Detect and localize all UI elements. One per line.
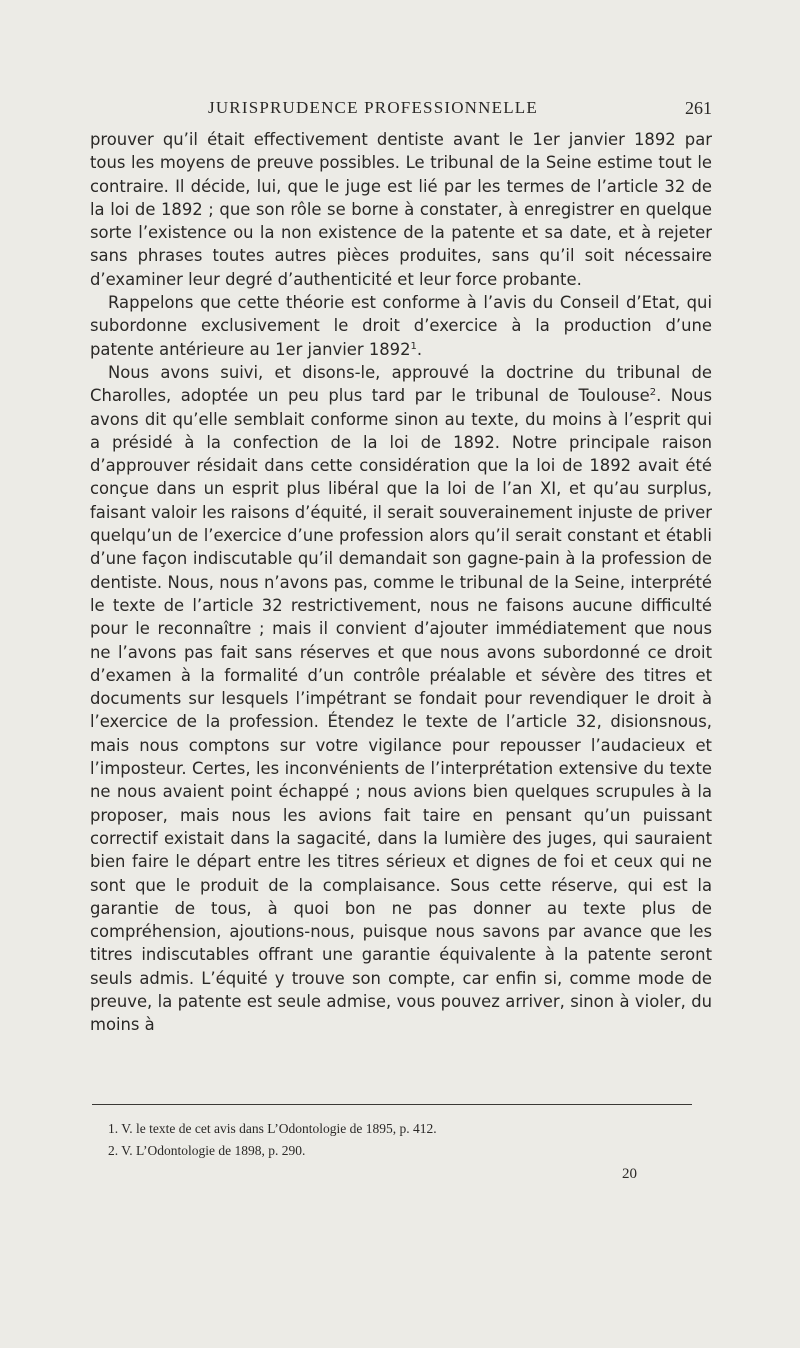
footnote-ref-1: 1: [410, 340, 417, 352]
body-text: [90, 128, 712, 1037]
signature-mark: 20: [622, 1166, 637, 1182]
footnote-text: V. le texte de cet avis dans L’Odontologie de 1895, p. 412.: [121, 1121, 437, 1136]
footnote-ref-2: 2: [649, 387, 657, 399]
footnote-rule: [92, 1104, 692, 1105]
paragraph-3-part-a: Nous avons suivi, et disons-le, approuvé la doctrine du tribunal de Charolles, adoptée un peu plus tard par le tribunal de Toulouse: [90, 362, 712, 406]
paragraph-2: [90, 291, 712, 361]
footnote-1: [108, 1118, 668, 1140]
page-number: 261: [685, 98, 712, 118]
paragraph-2-end: .: [416, 339, 423, 359]
footnote-text: V. L’Odontologie de 1898, p. 290.: [121, 1143, 306, 1158]
running-title: JURISPRUDENCE PROFESSIONNELLE: [208, 98, 538, 117]
paragraph-3: [90, 361, 712, 1037]
footnote-2: [108, 1140, 668, 1162]
paragraph-1: prouver qu’il était effectivement dentiste avant le 1er janvier 1892 par tous les moyens de preuve possibles. Le tribunal de la Seine estime tout le contraire. Il décide, lui, que le juge est lié par les termes de l’article 32 de la loi de 1892 ; que son rôle se borne à constater, à enregistrer en quelque sorte l’existence ou la non existence de la patente et sa date, et à rejeter sans phrases toutes autres pièces produites, sans qu’il soit nécessaire d’examiner leur degré d’authenticité et leur force probante.: [90, 130, 712, 289]
footnote-number: 2.: [108, 1143, 119, 1158]
paragraph-2-text: Rappelons que cette théorie est conforme à l’avis du Conseil d’Etat, qui subordonne exclusivement le droit d’exercice à la production d’une patente antérieure au 1er janvier 1892: [90, 293, 712, 359]
running-head: [90, 98, 712, 126]
footnotes: [108, 1118, 668, 1162]
footnote-number: 1.: [108, 1121, 119, 1136]
paragraph-3-part-b: . Nous avons dit qu’elle semblait conforme sinon au texte, du moins à l’esprit qui a présidé à la confection de la loi de 1892. Notre principale raison d’approuver résidait dans cette considération que la loi de 1892 avait été conçue dans un esprit plus libéral que la loi de l’an XI, et qu’au surplus, faisant valoir les raisons d’équité, il serait souverainement injuste de priver quelqu’un de l’exercice d’une profession alors qu’il serait constant et établi d’une façon indiscutable qu’il demandait son gagne-pain à la profession de dentiste. Nous, nous n’avons pas, comme le tribunal de la Seine, interprété le texte de l’article 32 restrictivement, nous ne faisons aucune difficulté pour le reconnaître ; mais il convient d’ajouter immédiatement que nous ne l’avons pas fait sans réserves et que nous avons subordonné ce droit d’examen à la formalité d’un contrôle préalable et sévère des titres et documents sur lesquels l’impétrant se fondait pour revendiquer le droit à l’exercice de la profession. Étendez le texte de l’article 32, disionsnous, mais nous comptons sur votre vigilance pour repousser l’audacieux et l’imposteur. Certes, les inconvénients de l’interprétation extensive du texte ne nous avaient point échappé ; nous avions bien quelques scrupules à la proposer, mais nous les avions fait taire en pensant qu’un puissant correctif existait dans la sagacité, dans la lumière des juges, qui sauraient bien faire le départ entre les titres sérieux et dignes de foi et ceux qui ne sont que le produit de la complaisance. Sous cette réserve, qui est la garantie de tous, à quoi bon ne pas donner au texte plus de compréhension, ajoutions-nous, puisque nous savons par avance que les titres indiscutables offrant une garantie équivalente à la patente seront seuls admis. L’équité y trouve son compte, car enfin si, comme mode de preuve, la patente est seule admise, vous pouvez arriver, sinon à violer, du moins à: [90, 386, 712, 1035]
